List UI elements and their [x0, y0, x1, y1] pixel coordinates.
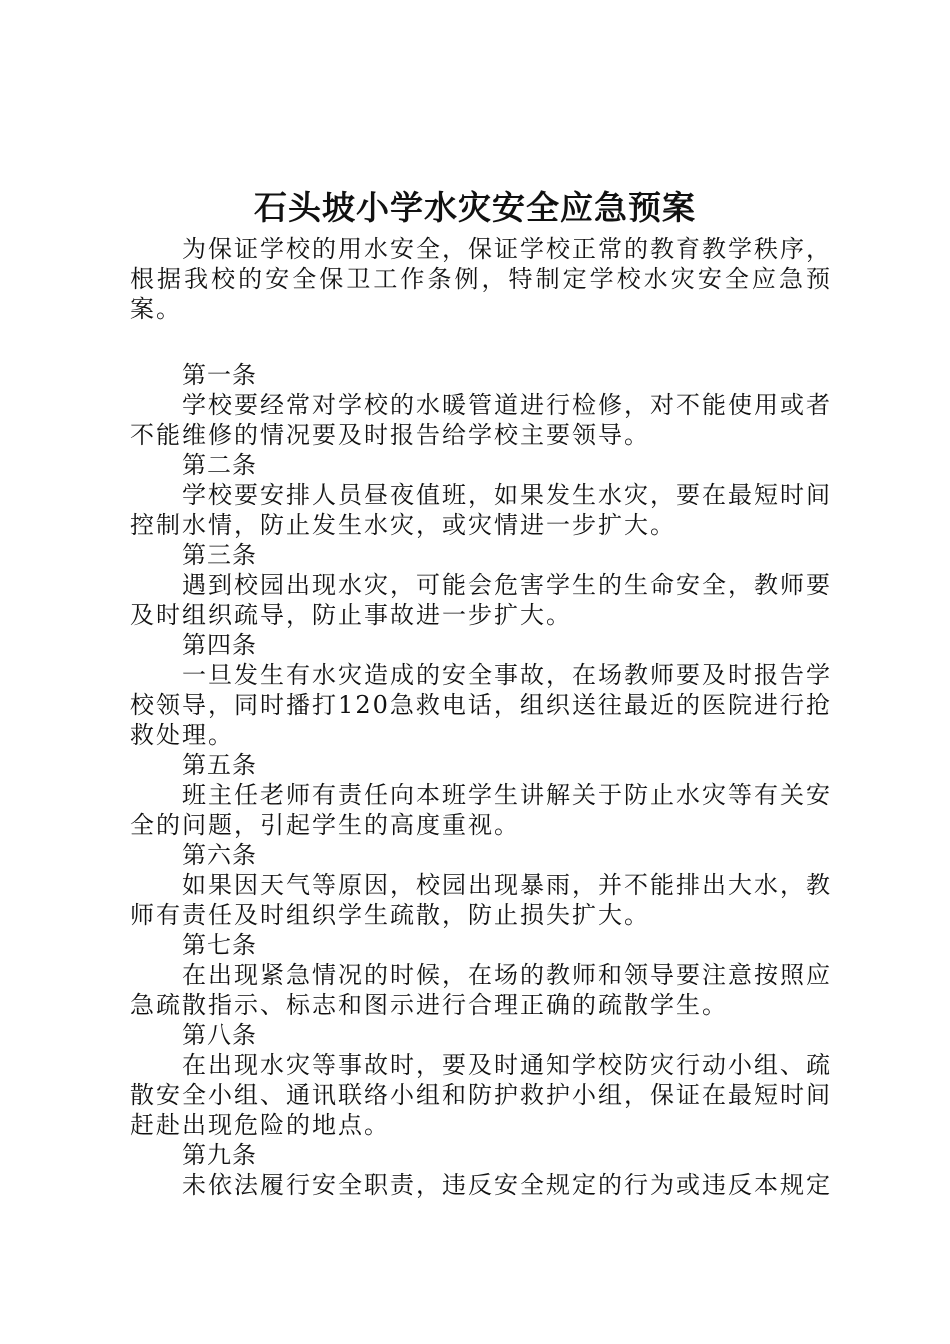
- article-text: 班主任老师有责任向本班学生讲解关于防止水灾等有关安全的问题，引起学生的高度重视。: [130, 781, 832, 839]
- article-3: [130, 540, 832, 630]
- article-label: 第八条: [182, 1021, 257, 1049]
- article-8: [130, 1020, 832, 1140]
- document-body: [130, 234, 832, 1200]
- article-2: [130, 450, 832, 540]
- article-5: [130, 750, 832, 840]
- article-label: 第二条: [182, 451, 257, 479]
- article-text: 如果因天气等原因，校园出现暴雨，并不能排出大水，教师有责任及时组织学生疏散，防止损失扩大。: [130, 871, 832, 929]
- article-label: 第一条: [182, 361, 257, 389]
- intro-paragraph: 为保证学校的用水安全，保证学校正常的教育教学秩序，根据我校的安全保卫工作条例，特制定学校水灾安全应急预案。: [130, 235, 832, 323]
- article-1: [130, 360, 832, 450]
- article-text: 学校要安排人员昼夜值班，如果发生水灾，要在最短时间控制水情，防止发生水灾，或灾情进一步扩大。: [130, 481, 832, 539]
- article-label: 第三条: [182, 541, 257, 569]
- article-label: 第四条: [182, 631, 257, 659]
- article-9: [130, 1140, 832, 1200]
- article-6: [130, 840, 832, 930]
- article-4: [130, 630, 832, 750]
- article-text: 一旦发生有水灾造成的安全事故，在场教师要及时报告学校领导，同时播打120急救电话，组织送往最近的医院进行抢救处理。: [130, 661, 832, 749]
- article-text: 在出现紧急情况的时候，在场的教师和领导要注意按照应急疏散指示、标志和图示进行合理正确的疏散学生。: [130, 961, 832, 1019]
- article-label: 第六条: [182, 841, 257, 869]
- article-text: 在出现水灾等事故时，要及时通知学校防灾行动小组、疏散安全小组、通讯联络小组和防护救护小组，保证在最短时间赶赴出现危险的地点。: [130, 1051, 832, 1139]
- article-7: [130, 930, 832, 1020]
- article-label: 第五条: [182, 751, 257, 779]
- article-text: 学校要经常对学校的水暖管道进行检修，对不能使用或者不能维修的情况要及时报告给学校主要领导。: [130, 391, 832, 449]
- article-text: 未依法履行安全职责，违反安全规定的行为或违反本规定: [182, 1171, 832, 1199]
- article-text: 遇到校园出现水灾，可能会危害学生的生命安全，教师要及时组织疏导，防止事故进一步扩大。: [130, 571, 832, 629]
- article-label: 第七条: [182, 931, 257, 959]
- document-title: 石头坡小学水灾安全应急预案: [254, 188, 696, 227]
- article-label: 第九条: [182, 1141, 257, 1169]
